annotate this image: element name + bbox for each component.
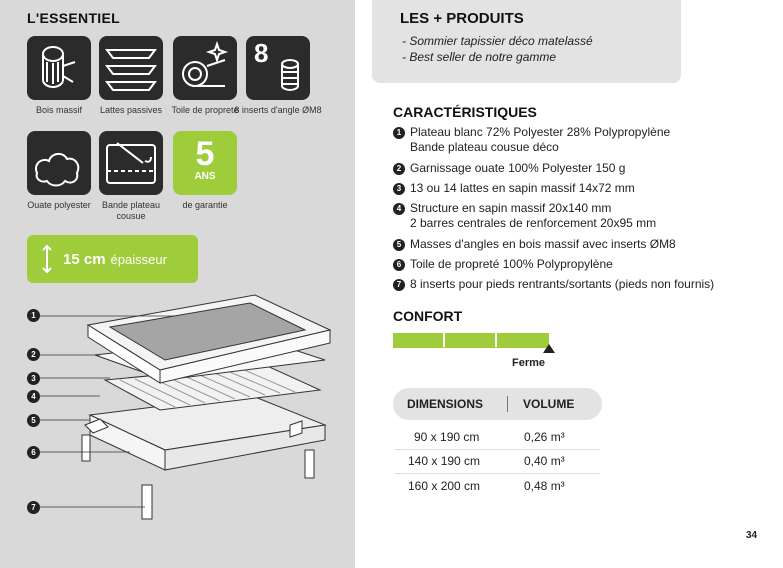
car-item-3: 3 13 ou 14 lattes en sapin massif 14x72 mm <box>393 181 763 196</box>
row-divider <box>395 473 600 474</box>
slats-icon <box>99 36 163 100</box>
feature-label: Lattes passives <box>99 105 163 115</box>
car-item-4: 4 Structure en sapin massif 20x140 mm 2 barres centrales de renforcement 20x95 mm <box>393 201 763 231</box>
feature-label: Bande plateau cousue <box>101 200 161 221</box>
plus-item: - Best seller de notre gamme <box>402 50 557 64</box>
dim-cell: 160 x 200 cm <box>408 479 481 493</box>
exploded-bed-base-diagram <box>0 285 355 525</box>
car-item-2: 2 Garnissage ouate 100% Polyester 150 g <box>393 161 763 176</box>
comfort-scale-line <box>393 347 548 348</box>
feature-label: Toile de propreté <box>171 105 239 115</box>
volume-col-header: VOLUME <box>523 397 575 411</box>
wood-log-icon <box>27 36 91 100</box>
essentiel-heading: L'ESSENTIEL <box>27 10 120 26</box>
callout-4: 4 <box>27 390 40 403</box>
vol-cell: 0,48 m³ <box>524 479 565 493</box>
car-item-7: 7 8 inserts pour pieds rentrants/sortants (pieds non fournis) <box>393 277 763 292</box>
corner-insert-icon: 8 <box>246 36 310 100</box>
dim-cell: 140 x 190 cm <box>408 454 481 468</box>
feature-label: 8 inserts d'angle ØM8 <box>234 105 322 115</box>
comfort-marker-icon <box>542 343 556 354</box>
stitched-band-icon <box>99 131 163 195</box>
car-item-5: 5 Masses d'angles en bois massif avec inserts ØM8 <box>393 237 763 252</box>
comfort-level: Ferme <box>512 357 546 369</box>
row-divider <box>395 449 600 450</box>
thickness-badge <box>27 235 198 283</box>
page-number: 34 <box>746 530 758 541</box>
cotton-icon <box>27 131 91 195</box>
feature-label: Bois massif <box>35 105 82 115</box>
height-arrow-icon <box>41 244 53 274</box>
thickness-value: 15 cm <box>63 250 106 268</box>
callout-2: 2 <box>27 348 40 361</box>
feature-label: Ouate polyester <box>27 200 91 210</box>
caracteristiques-title: CARACTÉRISTIQUES <box>393 104 537 120</box>
comfort-segment <box>393 333 443 348</box>
fabric-roll-icon <box>173 36 237 100</box>
plus-produits-title: LES + PRODUITS <box>400 10 524 27</box>
dimensions-col-header: DIMENSIONS <box>407 397 484 411</box>
confort-title: CONFORT <box>393 308 463 324</box>
callout-1: 1 <box>27 309 40 322</box>
comfort-segment <box>445 333 495 348</box>
thickness-label: épaisseur <box>110 251 167 267</box>
warranty-badge-icon: 5 ANS <box>173 131 237 195</box>
car-item-1: 1 Plateau blanc 72% Polyester 28% Polypropylène Bande plateau cousue déco <box>393 125 763 155</box>
dim-cell: 90 x 190 cm <box>414 430 480 444</box>
vol-cell: 0,40 m³ <box>524 454 565 468</box>
car-item-6: 6 Toile de propreté 100% Polypropylène <box>393 257 763 272</box>
feature-label: de garantie <box>182 200 228 210</box>
header-separator <box>507 396 508 412</box>
callout-3: 3 <box>27 372 40 385</box>
callout-6: 6 <box>27 446 40 459</box>
vol-cell: 0,26 m³ <box>524 430 565 444</box>
plus-item: - Sommier tapissier déco matelassé <box>402 34 593 48</box>
callout-5: 5 <box>27 414 40 427</box>
callout-7: 7 <box>27 501 40 514</box>
